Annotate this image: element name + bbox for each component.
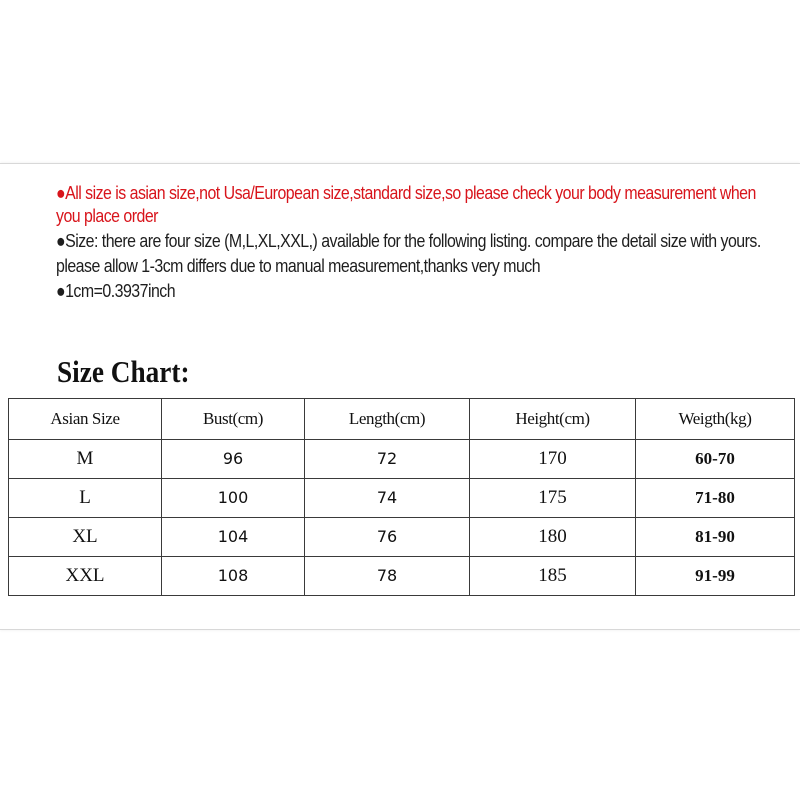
table-row (9, 479, 795, 518)
height-cell: 185 (470, 557, 636, 596)
warning-note-line: ●All size is asian size,not Usa/European size,standard size,so please check your body measurement when (56, 182, 756, 203)
size-note-continuation: please allow 1-3cm differs due to manual measurement,thanks very much (56, 255, 541, 276)
bust-cell: 100 (162, 479, 305, 518)
table-header-row (9, 399, 795, 440)
weight-cell: 91-99 (636, 557, 795, 596)
weight-cell: 81-90 (636, 518, 795, 557)
size-cell: XXL (9, 557, 162, 596)
conversion-note: ●1cm=0.3937inch (56, 280, 176, 301)
size-chart-title: Size Chart: (57, 354, 190, 389)
table-row (9, 440, 795, 479)
header-weight: Weigth(kg) (636, 399, 795, 440)
length-cell: 78 (305, 557, 470, 596)
warning-note-continuation: you place order (56, 205, 158, 226)
table-row (9, 518, 795, 557)
size-cell: M (9, 440, 162, 479)
height-cell: 180 (470, 518, 636, 557)
weight-cell: 60-70 (636, 440, 795, 479)
bust-cell: 108 (162, 557, 305, 596)
weight-cell: 71-80 (636, 479, 795, 518)
header-height: Height(cm) (470, 399, 636, 440)
size-note-line: ●Size: there are four size (M,L,XL,XXL,) available for the following listing. compare the detail size with yours. (56, 230, 761, 251)
size-cell: L (9, 479, 162, 518)
size-cell: XL (9, 518, 162, 557)
header-bust: Bust(cm) (162, 399, 305, 440)
bust-cell: 96 (162, 440, 305, 479)
length-cell: 76 (305, 518, 470, 557)
header-asian-size: Asian Size (9, 399, 162, 440)
header-length: Length(cm) (305, 399, 470, 440)
size-table (8, 398, 795, 596)
length-cell: 72 (305, 440, 470, 479)
height-cell: 175 (470, 479, 636, 518)
bust-cell: 104 (162, 518, 305, 557)
table-row (9, 557, 795, 596)
notes-block (56, 181, 796, 302)
height-cell: 170 (470, 440, 636, 479)
length-cell: 74 (305, 479, 470, 518)
